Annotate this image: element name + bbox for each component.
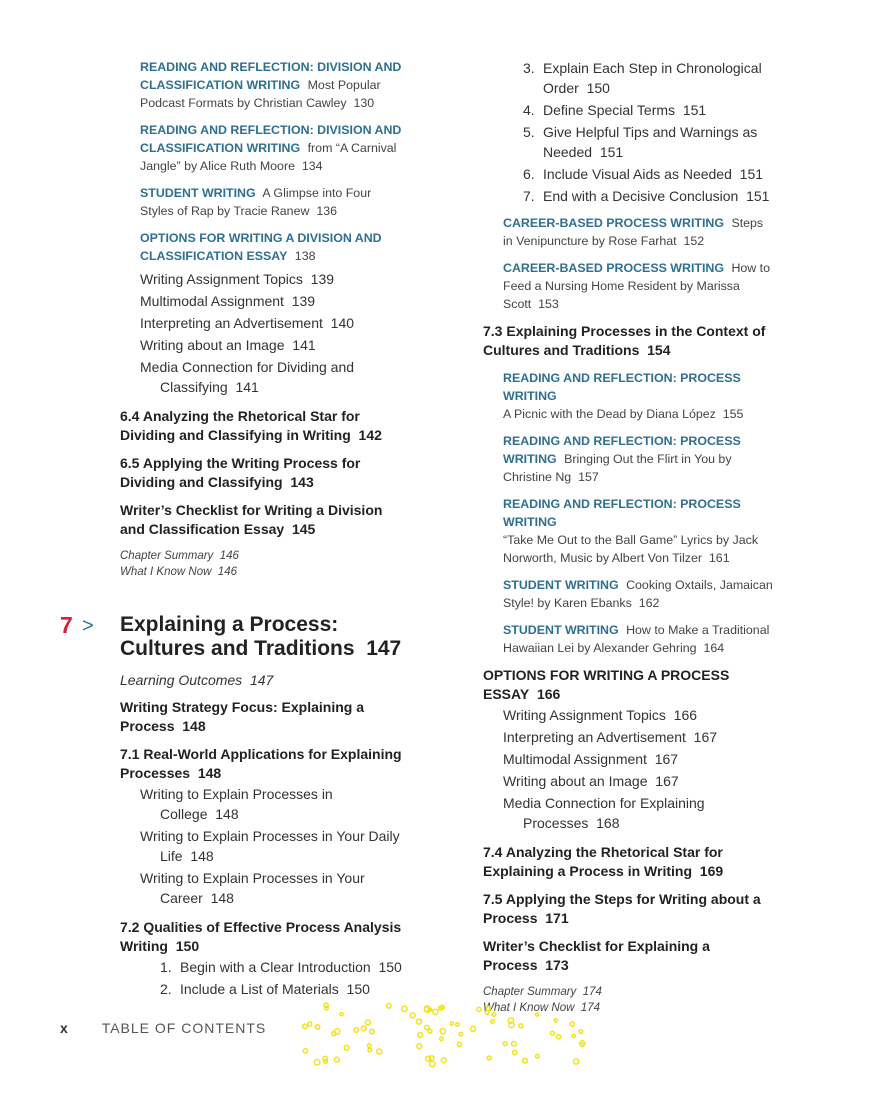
toc-item[interactable] bbox=[503, 100, 773, 120]
item-text: Begin with a Clear Introduction bbox=[180, 959, 371, 975]
entry-page: 134 bbox=[301, 159, 323, 173]
section-title: 7.1 Real-World Applications for Explaining Processes bbox=[120, 746, 402, 781]
entry-tag: READING AND REFLECTION: DIVISION AND bbox=[140, 123, 402, 137]
decorative-dot bbox=[550, 1031, 554, 1035]
section-page: 171 bbox=[545, 909, 569, 926]
decorative-dots-pattern-icon bbox=[298, 1000, 590, 1070]
toc-entry-reading[interactable] bbox=[140, 58, 405, 112]
item-text: Explain Each Step in Chronological Order bbox=[543, 60, 762, 96]
item-page: 174 bbox=[580, 1002, 600, 1014]
decorative-dot bbox=[492, 1013, 496, 1017]
section-page: 143 bbox=[290, 473, 314, 490]
decorative-dot bbox=[574, 1059, 579, 1064]
item-page: 148 bbox=[190, 848, 214, 864]
section-page: 145 bbox=[291, 520, 316, 537]
section-page: 169 bbox=[699, 862, 724, 879]
decorative-dot bbox=[536, 1013, 539, 1016]
section-7-3[interactable] bbox=[483, 322, 773, 359]
toc-entry-student-writing[interactable] bbox=[503, 576, 773, 612]
decorative-dot bbox=[332, 1032, 336, 1036]
decorative-dot bbox=[536, 1055, 540, 1059]
entry-tag: READING AND REFLECTION: PROCESS WRITING bbox=[503, 497, 741, 529]
decorative-dot bbox=[315, 1025, 319, 1029]
chapter-title[interactable] bbox=[120, 613, 420, 661]
item-page: 151 bbox=[682, 102, 707, 118]
item-text: Writing to Explain Processes in Your Daily Life bbox=[140, 828, 400, 864]
decorative-dot bbox=[503, 1042, 507, 1046]
toc-item[interactable] bbox=[503, 186, 773, 206]
section-title: 7.5 Applying the Steps for Writing about a Process bbox=[483, 891, 761, 926]
toc-item[interactable] bbox=[140, 979, 405, 999]
entry-title: How to Make a Traditional Hawaiian Lei by Alexander Gehring bbox=[503, 623, 770, 655]
toc-entry-student-writing[interactable] bbox=[140, 184, 405, 220]
section-title: 7.4 Analyzing the Rhetorical Star for Explaining a Process in Writing bbox=[483, 844, 723, 879]
entry-tag: STUDENT WRITING bbox=[140, 186, 256, 200]
entry-page: 153 bbox=[538, 297, 559, 311]
chapter-title-text: Explaining a Process: Cultures and Traditions bbox=[120, 613, 355, 660]
toc-item[interactable] bbox=[140, 269, 405, 289]
chapter-summary[interactable] bbox=[483, 984, 773, 1000]
options-list bbox=[503, 705, 773, 833]
decorative-dot bbox=[386, 1004, 391, 1009]
item-text: Writing about an Image bbox=[140, 337, 285, 353]
decorative-dot bbox=[344, 1045, 349, 1050]
decorative-dot bbox=[416, 1019, 421, 1024]
item-text: Include Visual Aids as Needed bbox=[543, 166, 732, 182]
decorative-dot bbox=[570, 1022, 574, 1026]
decorative-dot bbox=[471, 1026, 476, 1031]
item-page: 150 bbox=[378, 959, 402, 975]
toc-entry-reading[interactable] bbox=[140, 121, 405, 175]
toc-item[interactable] bbox=[503, 58, 773, 98]
entry-tag: CAREER-BASED PROCESS WRITING bbox=[503, 261, 724, 275]
decorative-dot bbox=[426, 1056, 431, 1061]
decorative-dot bbox=[512, 1041, 517, 1046]
decorative-dot bbox=[450, 1022, 453, 1025]
item-text: Give Helpful Tips and Warnings as Needed bbox=[543, 124, 758, 160]
toc-entry-reading[interactable] bbox=[503, 369, 773, 423]
toc-entry-reading[interactable] bbox=[503, 495, 773, 567]
entry-tag: READING AND REFLECTION: PROCESS WRITING bbox=[503, 371, 741, 403]
entry-title: Most Popular Podcast Formats by Christian Cawley bbox=[140, 78, 381, 110]
entry-tag: READING AND REFLECTION: DIVISION AND bbox=[140, 60, 402, 74]
section-title: 7.3 Explaining Processes in the Context of Cultures and Traditions bbox=[483, 323, 766, 358]
item-page: 140 bbox=[330, 315, 355, 331]
toc-left-column bbox=[120, 58, 405, 580]
toc-item[interactable] bbox=[503, 793, 773, 833]
item-number: 2. bbox=[160, 981, 172, 997]
decorative-dot bbox=[457, 1042, 461, 1046]
entry-title: from “A Carnival Jangle” by Alice Ruth Moore bbox=[140, 141, 397, 173]
section-writing-strategy-focus[interactable] bbox=[120, 698, 405, 735]
entry-title: How to Feed a Nursing Home Resident by Marissa Scott bbox=[503, 261, 771, 311]
toc-item[interactable] bbox=[503, 771, 773, 791]
entry-title: A Glimpse into Four Styles of Rap by Tracie Ranew bbox=[140, 186, 372, 218]
running-footer-label: TABLE OF CONTENTS bbox=[101, 1020, 267, 1036]
entry-tag: WRITING bbox=[503, 452, 557, 466]
item-page: 167 bbox=[654, 751, 679, 767]
item-text: Define Special Terms bbox=[543, 102, 676, 118]
item-number: 6. bbox=[523, 166, 535, 182]
decorative-dot bbox=[440, 1029, 445, 1034]
section-title: Writer’s Checklist for Writing a Division and Classification Essay bbox=[120, 502, 383, 537]
section-7-2-list bbox=[140, 957, 405, 999]
entry-page: 155 bbox=[722, 407, 744, 421]
entry-title: Bringing Out the Flirt in You by Christine Ng bbox=[503, 452, 732, 484]
item-page: 146 bbox=[219, 550, 239, 562]
section-title: 6.5 Applying the Writing Process for Dividing and Classifying bbox=[120, 455, 361, 490]
toc-right-column bbox=[483, 58, 773, 1016]
item-page: 139 bbox=[310, 271, 335, 287]
item-page: 174 bbox=[582, 986, 602, 998]
item-number: 4. bbox=[523, 102, 535, 118]
item-text: Chapter Summary bbox=[483, 986, 577, 998]
decorative-dot bbox=[433, 1009, 438, 1014]
decorative-dot bbox=[441, 1058, 446, 1063]
section-title: OPTIONS FOR WRITING A PROCESS ESSAY bbox=[483, 667, 730, 702]
section-page: 148 bbox=[197, 764, 222, 781]
section-7-4[interactable] bbox=[483, 843, 773, 880]
entry-tag: CAREER-BASED PROCESS WRITING bbox=[503, 216, 724, 230]
entry-page: 136 bbox=[316, 204, 337, 218]
entry-title: Cooking Oxtails, Jamaican Style! by Karen Ebanks bbox=[503, 578, 773, 610]
decorative-dot bbox=[579, 1030, 583, 1034]
item-text: Multimodal Assignment bbox=[140, 293, 284, 309]
decorative-dot bbox=[370, 1029, 374, 1033]
section-6-5[interactable] bbox=[120, 454, 405, 491]
toc-item[interactable] bbox=[140, 291, 405, 311]
toc-item[interactable] bbox=[140, 335, 405, 355]
decorative-dot bbox=[303, 1049, 307, 1053]
decorative-dot bbox=[556, 1035, 560, 1039]
toc-entry-reading[interactable] bbox=[503, 432, 773, 486]
item-text: Writing to Explain Processes in Your Career bbox=[140, 870, 365, 906]
decorative-dot bbox=[440, 1037, 443, 1040]
item-page: 166 bbox=[673, 707, 698, 723]
decorative-dot bbox=[365, 1020, 370, 1025]
item-text: Interpreting an Advertisement bbox=[503, 729, 686, 745]
item-text: What I Know Now bbox=[483, 1002, 575, 1014]
item-page: 146 bbox=[217, 566, 237, 578]
entry-tag: CLASSIFICATION WRITING bbox=[140, 141, 301, 155]
item-number: 1. bbox=[160, 959, 172, 975]
entry-page: 161 bbox=[708, 551, 730, 565]
entry-page: 152 bbox=[683, 234, 705, 248]
decorative-dot bbox=[418, 1033, 423, 1038]
chapter-page: 147 bbox=[366, 637, 402, 660]
decorative-dot bbox=[402, 1006, 407, 1011]
toc-item[interactable] bbox=[503, 122, 773, 162]
chapter-arrow-icon: > bbox=[82, 615, 94, 637]
decorative-dot bbox=[368, 1048, 372, 1052]
toc-item[interactable] bbox=[140, 868, 405, 908]
toc-item[interactable] bbox=[140, 313, 405, 333]
decorative-dot bbox=[368, 1044, 372, 1048]
entry-page: 162 bbox=[638, 596, 660, 610]
toc-entry-career-writing[interactable] bbox=[503, 259, 773, 313]
decorative-dot bbox=[303, 1024, 308, 1029]
item-page: 168 bbox=[596, 815, 620, 831]
decorative-dot bbox=[425, 1025, 429, 1029]
decorative-dot bbox=[485, 1011, 489, 1015]
item-text: Chapter Summary bbox=[120, 550, 214, 562]
entry-tag: STUDENT WRITING bbox=[503, 623, 619, 637]
decorative-dot bbox=[523, 1058, 528, 1063]
section-checklist[interactable] bbox=[120, 501, 405, 538]
entry-page: 138 bbox=[294, 249, 316, 263]
chapter-summary[interactable] bbox=[120, 548, 405, 564]
item-number: 3. bbox=[523, 60, 535, 76]
decorative-dot bbox=[554, 1019, 557, 1022]
section-checklist[interactable] bbox=[483, 937, 773, 974]
item-page: 148 bbox=[215, 806, 239, 822]
decorative-dot bbox=[428, 1029, 432, 1033]
decorative-dot bbox=[308, 1022, 312, 1026]
chapter-7-left-entries bbox=[120, 672, 405, 1001]
options-list bbox=[140, 269, 405, 397]
section-title: Writing Strategy Focus: Explaining a Process bbox=[120, 699, 364, 734]
section-6-4[interactable] bbox=[120, 407, 405, 444]
item-number: 7. bbox=[523, 188, 535, 204]
decorative-dot bbox=[314, 1059, 320, 1065]
item-page: 150 bbox=[346, 981, 370, 997]
section-7-2-list-continued bbox=[503, 58, 773, 206]
decorative-dot bbox=[377, 1049, 382, 1054]
item-page: 148 bbox=[210, 890, 234, 906]
item-page: 139 bbox=[291, 293, 316, 309]
decorative-dot bbox=[361, 1026, 366, 1031]
entry-tag: READING AND REFLECTION: PROCESS bbox=[503, 434, 741, 448]
toc-item[interactable] bbox=[140, 784, 405, 824]
section-page: 154 bbox=[647, 341, 671, 358]
decorative-dot bbox=[430, 1061, 435, 1066]
toc-entry-student-writing[interactable] bbox=[503, 621, 773, 657]
decorative-dot bbox=[491, 1020, 495, 1024]
item-page: 151 bbox=[599, 144, 624, 160]
section-title: 6.4 Analyzing the Rhetorical Star for Dividing and Classifying in Writing bbox=[120, 408, 360, 443]
item-text: Include a List of Materials bbox=[180, 981, 339, 997]
item-page: 167 bbox=[655, 773, 679, 789]
decorative-dot bbox=[572, 1034, 575, 1037]
entry-title: “Take Me Out to the Ball Game” Lyrics by Jack Norworth, Music by Albert Von Tilzer bbox=[503, 533, 759, 565]
chapter-number: 7 bbox=[60, 612, 73, 638]
section-7-5[interactable] bbox=[483, 890, 773, 927]
section-options-process-essay[interactable] bbox=[483, 666, 773, 703]
entry-tag: STUDENT WRITING bbox=[503, 578, 619, 592]
toc-item[interactable] bbox=[503, 727, 773, 747]
section-page: 142 bbox=[358, 426, 382, 443]
what-i-know-now[interactable] bbox=[120, 564, 405, 580]
toc-entry-career-writing[interactable] bbox=[503, 214, 773, 250]
toc-item[interactable] bbox=[503, 749, 773, 769]
decorative-dot bbox=[581, 1043, 585, 1047]
decorative-dot bbox=[410, 1013, 415, 1018]
entry-tag: CLASSIFICATION ESSAY bbox=[140, 249, 288, 263]
section-title: 7.2 Qualities of Effective Process Analysis Writing bbox=[120, 919, 402, 954]
entry-title: A Picnic with the Dead by Diana López bbox=[503, 407, 716, 421]
section-7-2[interactable] bbox=[120, 918, 405, 955]
section-7-1-list bbox=[140, 784, 405, 908]
decorative-dot bbox=[487, 1056, 491, 1060]
decorative-dot bbox=[340, 1013, 343, 1016]
item-text: Learning Outcomes bbox=[120, 672, 243, 688]
entry-page: 130 bbox=[353, 96, 375, 110]
page-footer bbox=[60, 1020, 266, 1036]
item-text: Interpreting an Advertisement bbox=[140, 315, 323, 331]
section-title: Writer’s Checklist for Explaining a Process bbox=[483, 938, 710, 973]
entry-page: 164 bbox=[703, 641, 725, 655]
item-page: 151 bbox=[739, 166, 764, 182]
section-7-1[interactable] bbox=[120, 745, 405, 782]
section-page: 150 bbox=[175, 937, 200, 954]
entry-page: 157 bbox=[578, 470, 599, 484]
page-number: x bbox=[60, 1020, 68, 1036]
decorative-dot bbox=[477, 1007, 481, 1011]
toc-item[interactable] bbox=[503, 164, 773, 184]
decorative-dot bbox=[417, 1044, 422, 1049]
toc-item[interactable] bbox=[140, 357, 405, 397]
item-text: Writing Assignment Topics bbox=[140, 271, 303, 287]
item-text: Writing Assignment Topics bbox=[503, 707, 666, 723]
learning-outcomes[interactable] bbox=[120, 672, 405, 688]
section-page: 173 bbox=[545, 956, 569, 973]
item-text: Writing to Explain Processes in College bbox=[140, 786, 333, 822]
item-page: 151 bbox=[746, 188, 770, 204]
decorative-dot bbox=[335, 1057, 340, 1062]
decorative-dot bbox=[459, 1032, 463, 1036]
item-page: 141 bbox=[292, 337, 316, 353]
toc-item[interactable] bbox=[140, 957, 405, 977]
item-page: 141 bbox=[235, 379, 259, 395]
item-page: 150 bbox=[586, 80, 610, 96]
item-text: Media Connection for Dividing and Classifying bbox=[140, 359, 355, 395]
toc-item[interactable] bbox=[503, 705, 773, 725]
item-text: Multimodal Assignment bbox=[503, 751, 647, 767]
entry-title: Steps in Venipuncture by Rose Farhat bbox=[503, 216, 764, 248]
item-text: End with a Decisive Conclusion bbox=[543, 188, 739, 204]
item-page: 167 bbox=[693, 729, 718, 745]
decorative-dot bbox=[456, 1023, 460, 1027]
item-page: 147 bbox=[249, 672, 274, 688]
section-page: 148 bbox=[182, 717, 206, 734]
section-page: 166 bbox=[536, 685, 561, 702]
toc-entry-options[interactable] bbox=[140, 229, 405, 265]
decorative-dot bbox=[513, 1050, 517, 1054]
decorative-dot bbox=[519, 1024, 523, 1028]
entry-tag: OPTIONS FOR WRITING A DIVISION AND bbox=[140, 231, 382, 245]
item-text: What I Know Now bbox=[120, 566, 212, 578]
item-text: Writing about an Image bbox=[503, 773, 648, 789]
toc-item[interactable] bbox=[140, 826, 405, 866]
item-number: 5. bbox=[523, 124, 535, 140]
entry-tag: CLASSIFICATION WRITING bbox=[140, 78, 301, 92]
item-text: Media Connection for Explaining Processes bbox=[503, 795, 705, 831]
decorative-dot bbox=[354, 1028, 359, 1033]
